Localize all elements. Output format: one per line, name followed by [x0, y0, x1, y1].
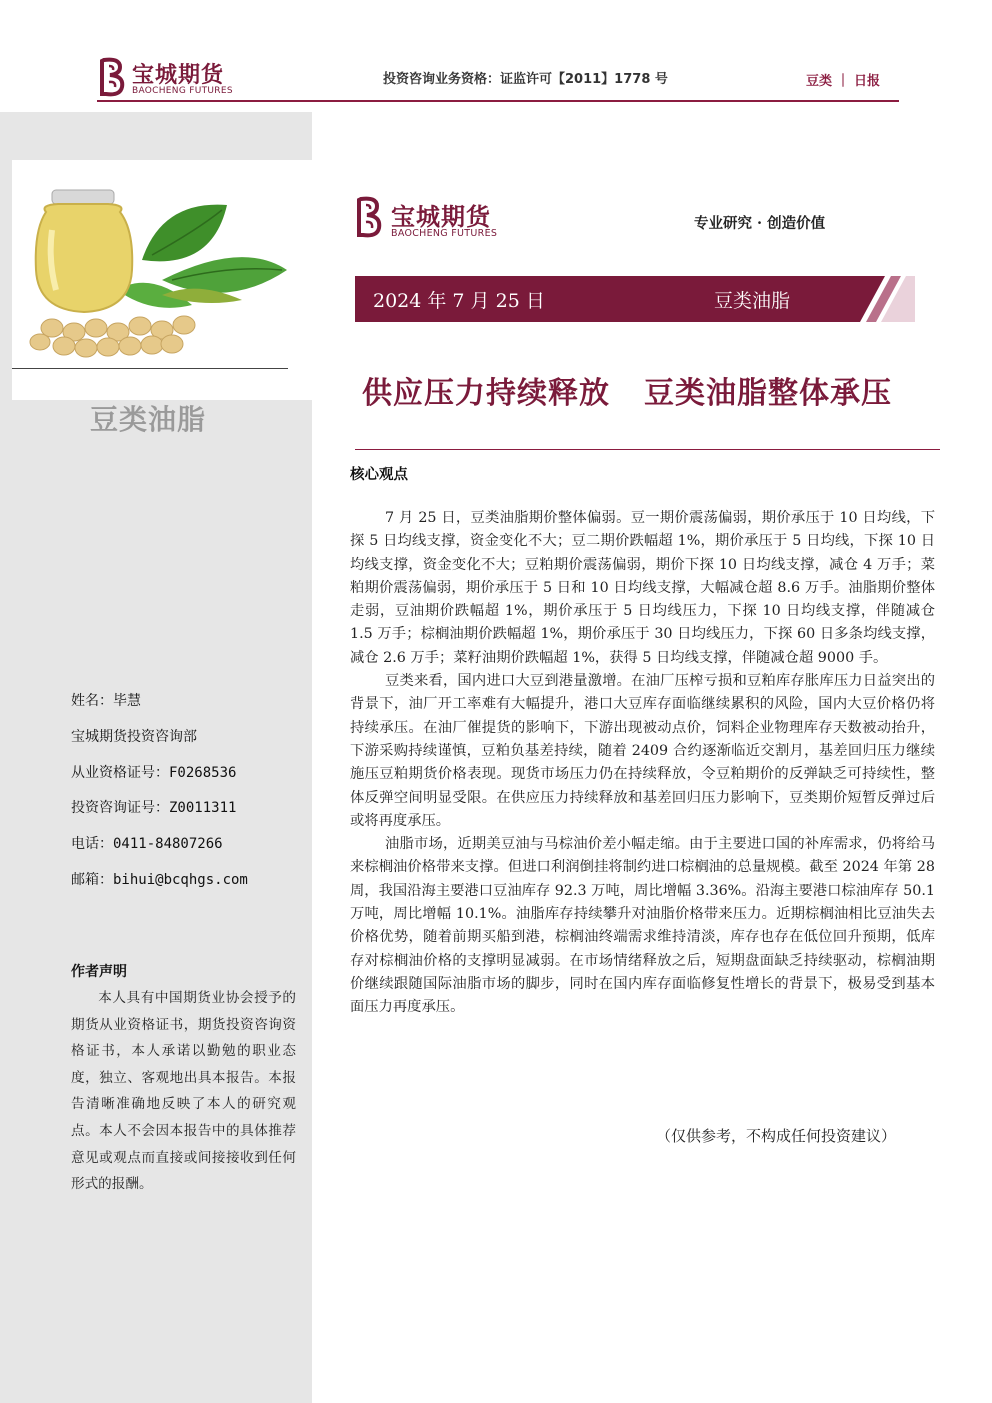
license-text: 投资咨询业务资格：证监许可【2011】1778 号: [383, 72, 668, 87]
paragraph-soybean: 豆类来看，国内进口大豆到港量激增。在油厂压榨亏损和豆粕库存胀库压力日益突出的背景下，油厂开工率难有大幅提升，港口大豆库存面临继续累积的风险，国内大豆价格仍将持续承压。在油厂催提货的影响下，下游出现被动点价，饲料企业物理库存天数被动抬升，下游采购持续谨慎，豆粕负基差持续，随着 2409 合约逐渐临近交割月，基差回归压力继续施压豆粕期货价格表现。现货市场压力仍在持续释放，令豆粕期价的反弹缺乏可持续性，整体反弹空间明显受限。在供应压力持续释放和基差回归压力影响下，豆类期价短暂反弹过后或将再度承压。: [350, 673, 935, 829]
leaf-icon: [162, 257, 287, 293]
header-logo: [98, 56, 258, 100]
report-date: 2024 年 7 月 25 日: [373, 290, 545, 312]
logo-english-name: BAOCHENG FUTURES: [391, 228, 498, 239]
author-qualification-number: 从业资格证号：F0268536: [71, 765, 237, 781]
logo-chinese-name: 宝城期货: [391, 203, 491, 231]
declaration-title: 作者声明: [71, 964, 127, 980]
author-consulting-number: 投资咨询证号：Z0011311: [71, 800, 237, 816]
cover-image-panel: [12, 160, 312, 400]
headline-divider: [355, 449, 940, 450]
headline-part-1: 供应压力持续释放: [362, 376, 610, 411]
author-department: 宝城期货投资咨询部: [71, 729, 197, 745]
sidebar-divider: [12, 368, 288, 369]
company-slogan: 专业研究 · 创造价值: [694, 215, 826, 232]
logo-chinese-name: 宝城期货: [132, 63, 225, 88]
banner-category: 豆类油脂: [714, 290, 791, 312]
author-email: 邮箱：bihui@bcqhgs.com: [71, 872, 248, 888]
header-divider: [97, 100, 899, 102]
jar-lid-icon: [52, 190, 114, 204]
soybeans-icon: [30, 316, 195, 357]
brand-logo: [355, 195, 525, 241]
soybean-oil-illustration: [12, 160, 312, 370]
paragraph-market-summary: 7 月 25 日，豆类油脂期价整体偏弱。豆一期价震荡偏弱，期价承压于 10 日均线，下探 5 日均线支撑，资金变化不大；豆二期价跌幅超 1%，期价承压于 5 日均线，下探 10 日均线支撑，资金变化不大；豆粕期价震荡偏弱，期价下探 10 日均线支撑，减仓 4 万手；菜粕期价震荡偏弱，期价承压于 5 日和 10 日均线支撑，大幅减仓超 8.6 万手。油脂期价整体走弱，豆油期价跌幅超 1%，期价承压于 5 日均线压力，下探 10 日均线支撑，伴随减仓 1.5 万手；棕榈油期价跌幅超 1%，期价承压于 30 日均线压力，下探 60 日多条均线支撑，减仓 2.6 万手；菜籽油期价跌幅超 1%，获得 5 日均线支撑，伴随减仓超 9000 手。: [350, 510, 935, 666]
company-logo-icon: [355, 195, 385, 239]
sidebar-title: 豆类油脂: [90, 403, 207, 436]
company-logo-icon: [98, 56, 128, 98]
author-name: 姓名：毕慧: [71, 693, 141, 709]
report-body: [350, 507, 935, 1020]
paragraph-oils: 油脂市场，近期美豆油与马棕油价差小幅走缩。由于主要进口国的补库需求，仍将给马来棕榈油价格带来支撑。但进口利润倒挂将制约进口棕榈油的总量规模。截至 2024 年第 28 周，我国沿海主要港口豆油库存 92.3 万吨，周比增幅 3.36%。沿海主要港口棕油库存 50.1 万吨，周比增幅 10.1%。油脂库存持续攀升对油脂价格带来压力。近期棕榈油相比豆油失去价格优势，随着前期买船到港，棕榈油终端需求维持清淡，库存也存在低位回升预期，低库存对棕榈油价格的支撑明显减弱。在市场情绪释放之后，短期盘面缺乏持续驱动，棕榈油期价继续跟随国际油脂市场的脚步，同时在国内库存面临修复性增长的背景下，极易受到基本面压力再度承压。: [350, 836, 935, 1016]
author-phone: 电话：0411-84807266: [71, 836, 223, 852]
headline-part-2: 豆类油脂整体承压: [644, 376, 892, 411]
declaration-text: 本人具有中国期货业协会授予的期货从业资格证书，期货投资咨询资格证书，本人承诺以勤勉的职业态度，独立、客观地出具本报告。本报告清晰准确地反映了本人的研究观点。本人不会因本报告中的具体推荐意见或观点而直接或间接接收到任何形式的报酬。: [71, 990, 296, 1193]
report-headline: [362, 368, 892, 412]
logo-english-name: BAOCHENG FUTURES: [132, 86, 233, 96]
report-category-tag: 豆类 ｜ 日报: [806, 74, 881, 89]
disclaimer: （仅供参考，不构成任何投资建议）: [656, 1127, 897, 1145]
core-view-title: 核心观点: [350, 467, 408, 483]
